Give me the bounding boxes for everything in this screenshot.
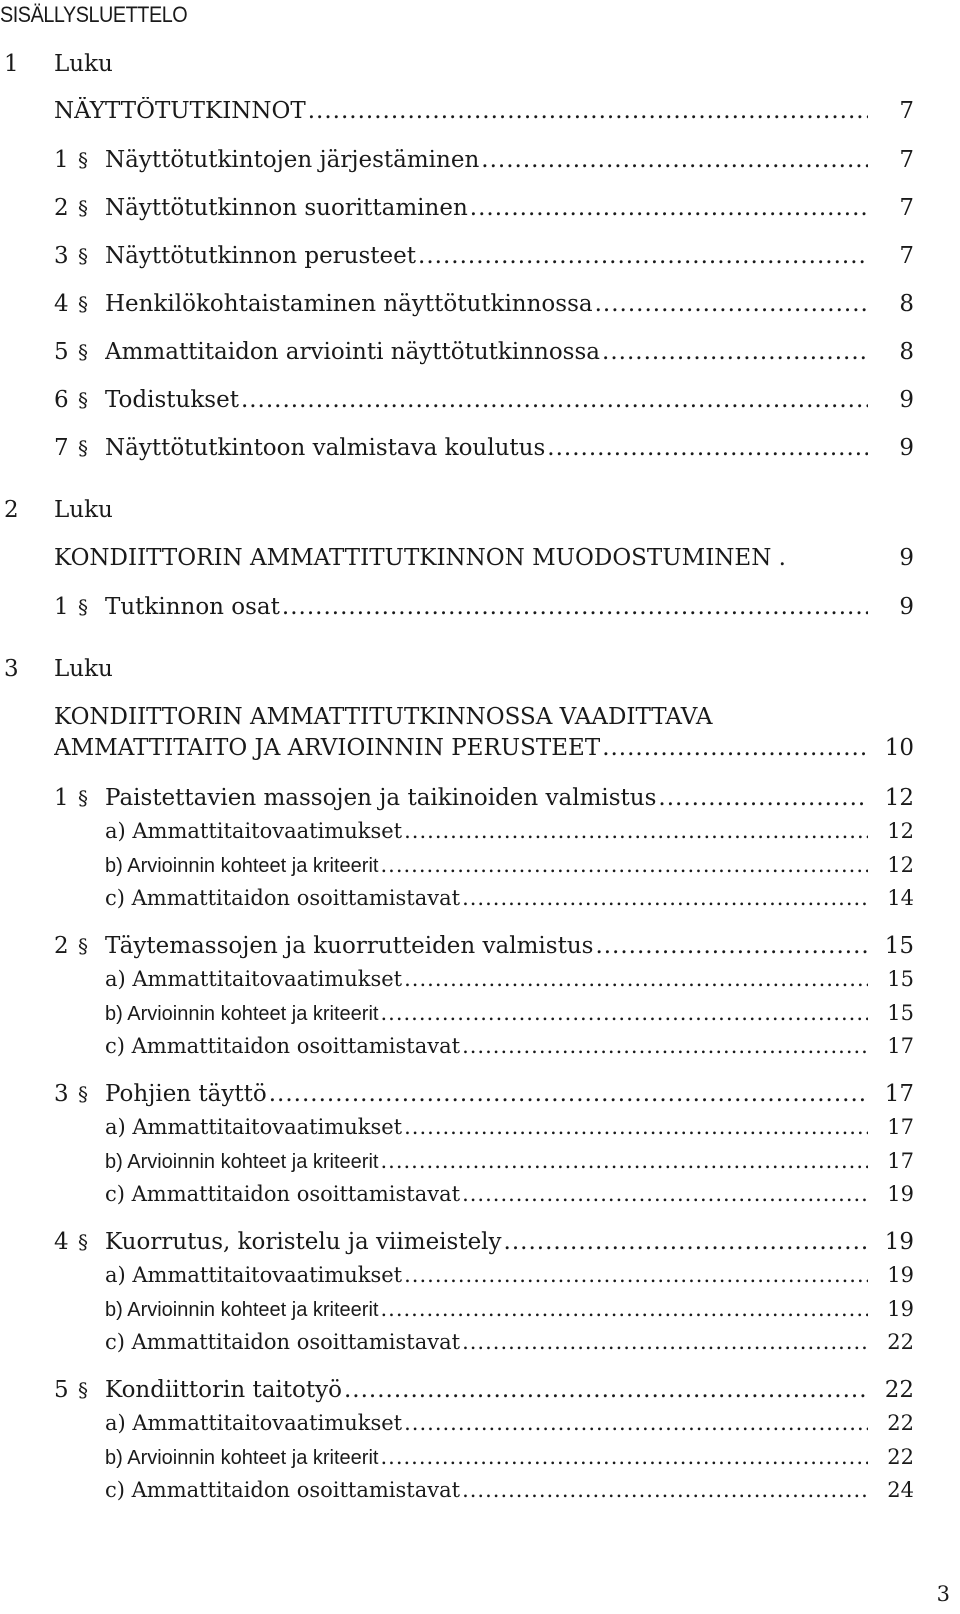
section-title: Näyttötutkintoon valmistava koulutus: [105, 435, 546, 461]
section-sign: §: [78, 1230, 88, 1254]
page-ref: 9: [899, 545, 914, 571]
subsection-title: a) Ammattitaitovaatimukset: [105, 819, 403, 843]
chapter-number: 2: [4, 497, 19, 523]
section-number: 1: [54, 785, 69, 811]
page-ref: 17: [887, 1149, 914, 1173]
toc-heading: SISÄLLYSLUETTELO: [0, 2, 188, 27]
page-ref: 17: [887, 1034, 914, 1058]
chapter-label: Luku: [54, 497, 113, 523]
page-ref: 7: [899, 147, 914, 173]
page-ref: 19: [887, 1263, 914, 1287]
chapter-number: 1: [4, 51, 19, 77]
page-number: 3: [936, 1582, 950, 1606]
page-ref: 15: [884, 933, 914, 959]
page-ref: 17: [887, 1115, 914, 1139]
subsection-title: a) Ammattitaitovaatimukset: [105, 1263, 403, 1287]
chapter-title: KONDIITTORIN AMMATTITUTKINNOSSA VAADITTAVA: [54, 704, 713, 730]
section-sign: §: [78, 196, 88, 220]
page-ref: 12: [887, 853, 914, 877]
page-ref: 12: [887, 819, 914, 843]
section-title: Täytemassojen ja kuorrutteiden valmistus: [105, 933, 594, 959]
subsection-title: c) Ammattitaidon osoittamistavat: [105, 1478, 461, 1502]
page-ref: 15: [887, 1001, 914, 1025]
section-sign: §: [78, 436, 88, 460]
page-ref: 7: [899, 98, 914, 124]
section-number: 2: [54, 195, 69, 221]
section-number: 4: [54, 1229, 69, 1255]
chapter-label: Luku: [54, 51, 113, 77]
chapter-title: AMMATTITAITO JA ARVIOINNIN PERUSTEET: [54, 735, 601, 761]
subsection-title: b) Arvioinnin kohteet ja kriteerit: [105, 855, 379, 877]
section-number: 7: [54, 435, 69, 461]
page-ref: 19: [884, 1229, 914, 1255]
page-ref: 9: [899, 387, 914, 413]
subsection-title: b) Arvioinnin kohteet ja kriteerit: [105, 1299, 379, 1321]
section-sign: §: [78, 292, 88, 316]
page-ref: 10: [884, 735, 914, 761]
subsection-title: c) Ammattitaidon osoittamistavat: [105, 1182, 461, 1206]
section-title: Näyttötutkintojen järjestäminen: [105, 147, 480, 173]
chapter-number: 3: [4, 656, 19, 682]
section-number: 1: [54, 147, 69, 173]
page-ref: 12: [884, 785, 914, 811]
section-number: 3: [54, 1081, 69, 1107]
section-number: 4: [54, 291, 69, 317]
chapter-label: Luku: [54, 656, 113, 682]
section-number: 5: [54, 339, 69, 365]
subsection-title: a) Ammattitaitovaatimukset: [105, 967, 403, 991]
page-ref: 22: [887, 1445, 914, 1469]
page-ref: 9: [899, 594, 914, 620]
page-ref: 17: [884, 1081, 914, 1107]
section-title: Henkilökohtaistaminen näyttötutkinnossa: [105, 291, 593, 317]
subsection-title: a) Ammattitaitovaatimukset: [105, 1411, 403, 1435]
section-title: Paistettavien massojen ja taikinoiden valmistus: [105, 785, 657, 811]
page-ref: 19: [887, 1182, 914, 1206]
section-title: Pohjien täyttö: [105, 1081, 267, 1107]
section-sign: §: [78, 1378, 88, 1402]
section-number: 3: [54, 243, 69, 269]
section-title: Ammattitaidon arviointi näyttötutkinnossa: [105, 339, 601, 365]
section-number: 6: [54, 387, 69, 413]
section-sign: §: [78, 786, 88, 810]
subsection-title: b) Arvioinnin kohteet ja kriteerit: [105, 1003, 379, 1025]
page-ref: 14: [887, 886, 914, 910]
page-ref: 9: [899, 435, 914, 461]
section-sign: §: [78, 595, 88, 619]
section-sign: §: [78, 244, 88, 268]
section-number: 2: [54, 933, 69, 959]
subsection-title: c) Ammattitaidon osoittamistavat: [105, 1330, 461, 1354]
page-ref: 22: [884, 1377, 914, 1403]
page-ref: 15: [887, 967, 914, 991]
subsection-title: c) Ammattitaidon osoittamistavat: [105, 1034, 461, 1058]
subsection-title: b) Arvioinnin kohteet ja kriteerit: [105, 1151, 379, 1173]
section-sign: §: [78, 148, 88, 172]
section-title: Näyttötutkinnon suorittaminen: [105, 195, 468, 221]
page-ref: 8: [899, 291, 914, 317]
page-ref: 22: [887, 1330, 914, 1354]
page-ref: 8: [899, 339, 914, 365]
chapter-title: NÄYTTÖTUTKINNOT: [54, 98, 306, 124]
section-sign: §: [78, 388, 88, 412]
subsection-title: c) Ammattitaidon osoittamistavat: [105, 886, 461, 910]
section-number: 5: [54, 1377, 69, 1403]
section-number: 1: [54, 594, 69, 620]
page-ref: 24: [887, 1478, 914, 1502]
section-title: Todistukset: [105, 387, 239, 413]
section-title: Kuorrutus, koristelu ja viimeistely: [105, 1229, 502, 1255]
page-ref: 7: [899, 195, 914, 221]
section-title: Tutkinnon osat: [105, 594, 280, 620]
subsection-title: a) Ammattitaitovaatimukset: [105, 1115, 403, 1139]
page-ref: 22: [887, 1411, 914, 1435]
section-sign: §: [78, 1082, 88, 1106]
section-title: Kondiittorin taitotyö: [105, 1377, 342, 1403]
page-ref: 7: [899, 243, 914, 269]
chapter-title: KONDIITTORIN AMMATTITUTKINNON MUODOSTUMINEN .: [54, 545, 786, 571]
page-ref: 19: [887, 1297, 914, 1321]
section-sign: §: [78, 934, 88, 958]
section-sign: §: [78, 340, 88, 364]
subsection-title: b) Arvioinnin kohteet ja kriteerit: [105, 1447, 379, 1469]
section-title: Näyttötutkinnon perusteet: [105, 243, 417, 269]
